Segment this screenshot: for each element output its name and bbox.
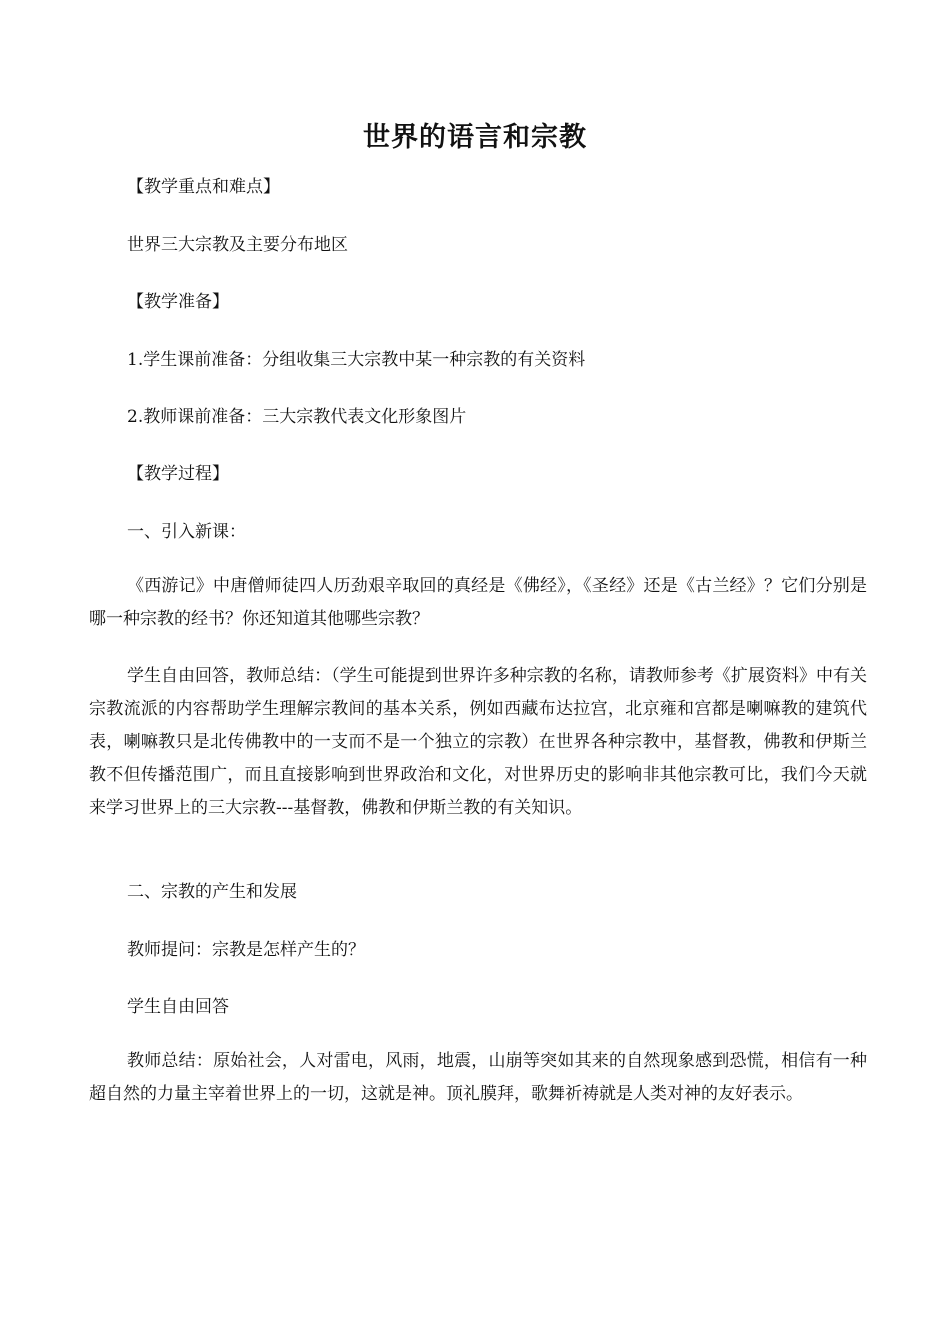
key-points-text: 世界三大宗教及主要分布地区 [127, 235, 348, 255]
heading-process: 【教学过程】 [127, 464, 229, 484]
paragraph-teacher-summary: 学生自由回答，教师总结：（学生可能提到世界许多种宗教的名称，请教师参考《扩展资料》中有关宗教流派的内容帮助学生理解宗教间的基本关系，例如西藏布达拉宫，北京雍和宫都是喇嘛教的建筑代表，喇嘛教只是北传佛教中的一支而不是一个独立的宗教）在世界各种宗教中，基督教，佛教和伊斯兰教不但传播范围广，而且直接影响到世界政治和文化，对世界历史的影响非其他宗教可比，我们今天就来学习世界上的三大宗教---基督教，佛教和伊斯兰教的有关知识。 [89, 666, 867, 818]
teacher-preparation: 2.教师课前准备：三大宗教代表文化形象图片 [127, 407, 467, 427]
paragraph-origin-summary: 教师总结：原始社会，人对雷电，风雨，地震，山崩等突如其来的自然现象感到恐慌，相信有一种超自然的力量主宰着世界上的一切，这就是神。顶礼膜拜，歌舞祈祷就是人类对神的友好表示。 [89, 1051, 867, 1104]
heading-preparation: 【教学准备】 [127, 292, 229, 312]
heading-key-points: 【教学重点和难点】 [127, 177, 280, 197]
page-title: 世界的语言和宗教 [363, 122, 587, 153]
teacher-question: 教师提问：宗教是怎样产生的？ [127, 940, 365, 960]
paragraph-journey-west: 《西游记》中唐僧师徒四人历劲艰辛取回的真经是《佛经》，《圣经》还是《古兰经》？它们分别是哪一种宗教的经书？你还知道其他哪些宗教？ [89, 576, 867, 629]
section-origin-development: 二、宗教的产生和发展 [127, 882, 297, 902]
student-answer: 学生自由回答 [127, 997, 229, 1017]
student-preparation: 1.学生课前准备：分组收集三大宗教中某一种宗教的有关资料 [127, 350, 586, 370]
section-introduction: 一、引入新课： [127, 522, 246, 542]
